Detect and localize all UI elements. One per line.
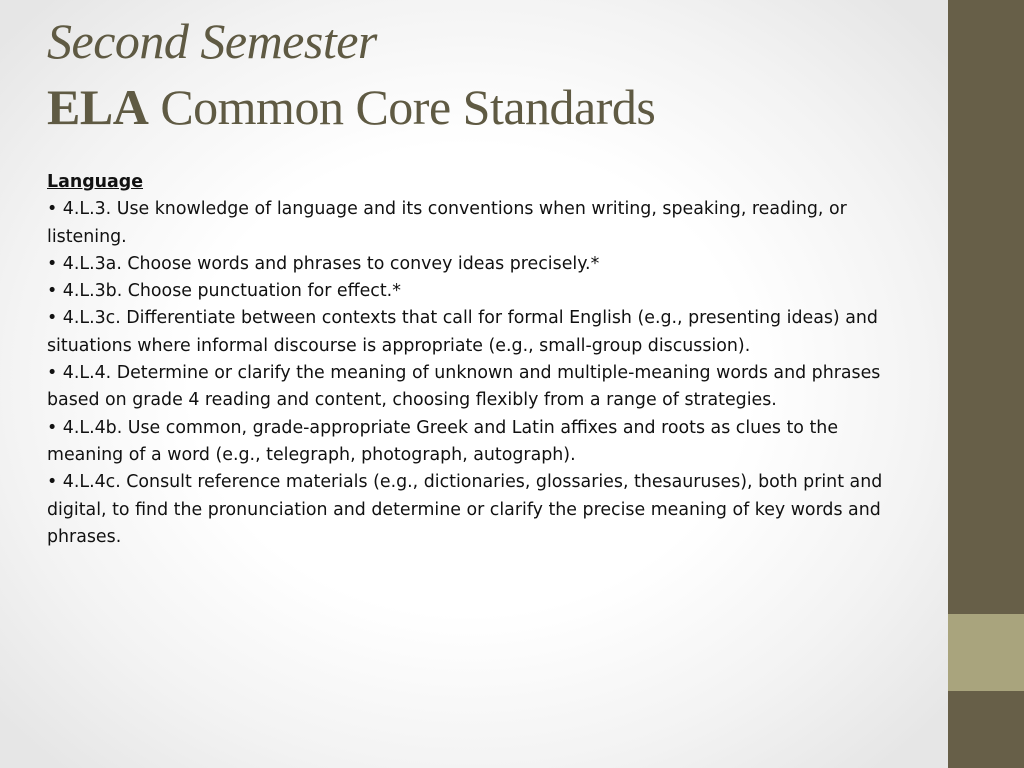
bullet-item: • 4.L.3a. Choose words and phrases to convey ideas precisely.* xyxy=(47,253,600,274)
slide-content xyxy=(47,169,907,551)
bullet-item: • 4.L.3c. Differentiate between contexts that call for formal English (e.g., presenting ideas) and situations where informal discourse is appropriate (e.g., small-group discussion). xyxy=(47,308,878,356)
decorative-sidebar-accent xyxy=(948,614,1024,691)
title-common-core: Common Core Standards xyxy=(148,79,656,135)
slide-title xyxy=(47,10,655,142)
bullet-item: • 4.L.3b. Choose punctuation for effect.* xyxy=(47,281,401,302)
title-ela: ELA xyxy=(47,79,149,135)
title-line-standards xyxy=(47,72,655,142)
bullet-item: • 4.L.3. Use knowledge of language and its conventions when writing, speaking, reading, or listening. xyxy=(47,199,847,247)
section-heading-language: Language xyxy=(47,172,144,192)
bullet-item: • 4.L.4b. Use common, grade-appropriate Greek and Latin affixes and roots as clues to the meaning of a word (e.g., telegraph, photograph, autograph). xyxy=(47,417,839,465)
bullet-item: • 4.L.4. Determine or clarify the meaning of unknown and multiple-meaning words and phrases based on grade 4 reading and content, choosing flexibly from a range of strategies. xyxy=(47,363,881,411)
bullet-item: • 4.L.4c. Consult reference materials (e.g., dictionaries, glossaries, thesauruses), both print and digital, to find the pronunciation and determine or clarify the precise meaning of key words and phrases. xyxy=(47,472,883,547)
title-line-semester: Second Semester xyxy=(47,13,377,69)
